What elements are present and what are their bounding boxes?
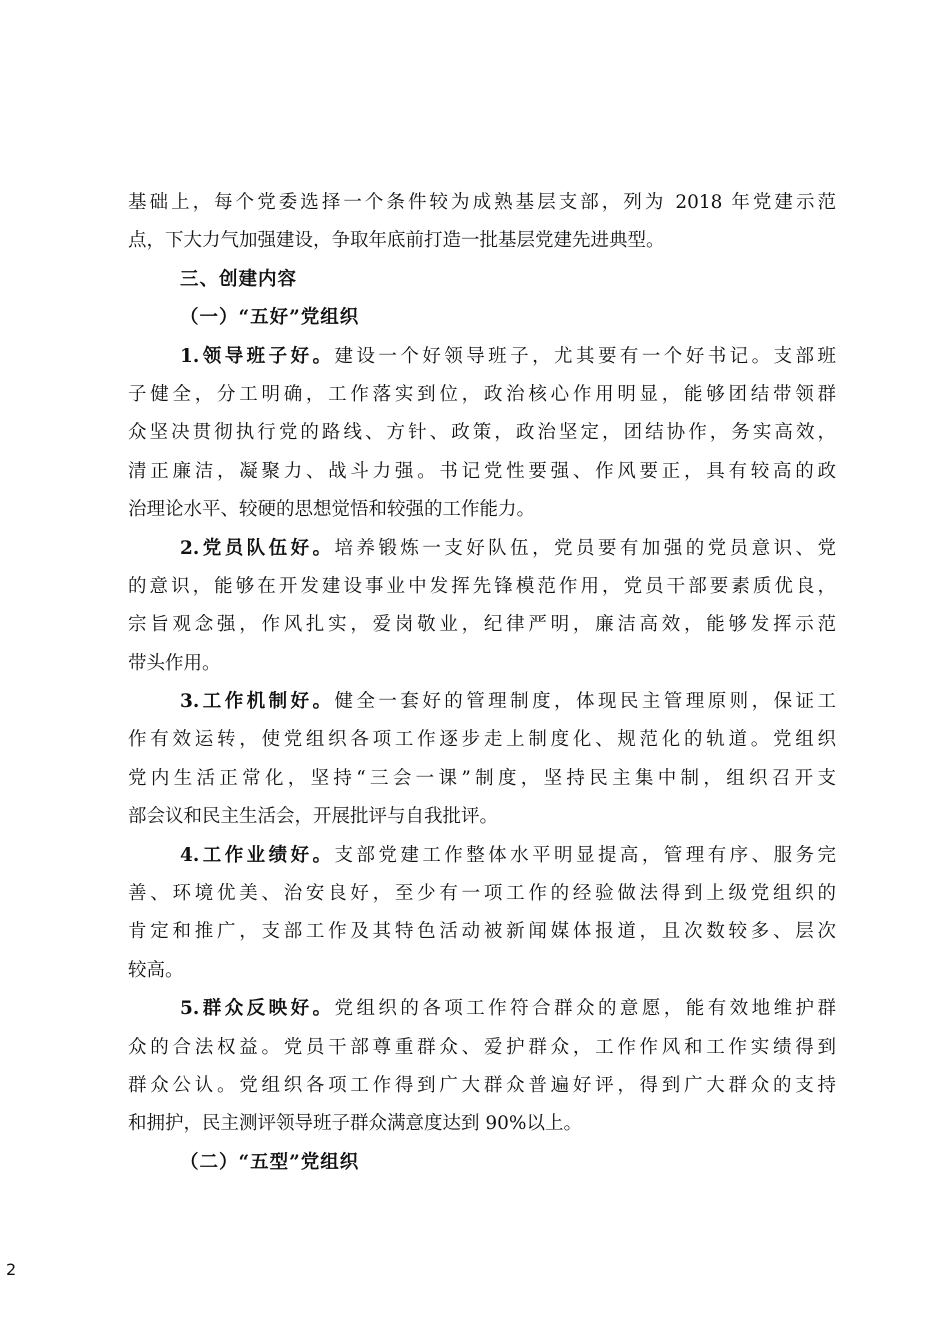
item-text: 培养锻炼一支好队伍，党员要有加强的党员意识、党 (334, 537, 836, 559)
section-heading: 三、创建内容 (180, 268, 298, 290)
paragraph-line: 善、环境优美、治安良好，至少有一项工作的经验做法得到上级党组织的 (128, 883, 836, 905)
item-text: 健全一套好的管理制度，体现民主管理原则，保证工 (334, 691, 836, 713)
paragraph-line: 带头作用。 (128, 652, 221, 674)
subsection-heading: （一）“五好”党组织 (180, 307, 360, 329)
paragraph-line: 治理论水平、较硬的思想觉悟和较强的工作能力。 (128, 499, 536, 521)
paragraph-line: 作有效运转，使党组织各项工作逐步走上制度化、规范化的轨道。党组织 (128, 729, 836, 751)
paragraph-line: 众坚决贯彻执行党的路线、方针、政策，政治坚定，团结协作，务实高效， (128, 422, 836, 444)
paragraph-line: 党内生活正常化，坚持“三会一课”制度，坚持民主集中制，组织召开支 (128, 767, 836, 789)
paragraph-line: 和拥护，民主测评领导班子群众满意度达到 90%以上。 (128, 1113, 583, 1135)
paragraph-line: 清正廉洁，凝聚力、战斗力强。书记党性要强、作风要正，具有较高的政 (128, 460, 836, 482)
paragraph-line: 较高。 (128, 959, 184, 981)
item-lead: 4.工作业绩好。 (180, 844, 335, 866)
list-item-first-line (128, 990, 836, 1028)
paragraph-line: 点，下大力气加强建设，争取年底前打造一批基层党建先进典型。 (128, 230, 665, 252)
item-lead: 1.领导班子好。 (180, 345, 335, 367)
subsection-heading: （二）“五型”党组织 (180, 1151, 360, 1173)
item-text: 建设一个好领导班子，尤其要有一个好书记。支部班 (334, 345, 836, 367)
paragraph-line: 肯定和推广，支部工作及其特色活动被新闻媒体报道，且次数较多、层次 (128, 921, 836, 943)
paragraph-line: 众的合法权益。党员干部尊重群众、爱护群众，工作作风和工作实绩得到 (128, 1036, 836, 1058)
list-item-first-line (128, 338, 836, 376)
paragraph-line: 宗旨观念强，作风扎实，爱岗敬业，纪律严明，廉洁高效，能够发挥示范 (128, 614, 836, 636)
item-lead: 5.群众反映好。 (180, 998, 335, 1020)
item-text: 支部党建工作整体水平明显提高，管理有序、服务完 (334, 844, 836, 866)
paragraph-line: 子健全，分工明确，工作落实到位，政治核心作用明显，能够团结带领群 (128, 383, 836, 405)
paragraph-line: 的意识，能够在开发建设事业中发挥先锋模范作用，党员干部要素质优良， (128, 575, 836, 597)
page-number: 2 (6, 1260, 17, 1279)
item-text: 党组织的各项工作符合群众的意愿，能有效地维护群 (334, 998, 836, 1020)
list-item-first-line (128, 683, 836, 721)
list-item-first-line (128, 837, 836, 875)
list-item-first-line (128, 530, 836, 568)
item-lead: 3.工作机制好。 (180, 691, 335, 713)
document-body (128, 184, 836, 1182)
paragraph-line: 部会议和民主生活会，开展批评与自我批评。 (128, 806, 499, 828)
paragraph-line: 基础上，每个党委选择一个条件较为成熟基层支部，列为 2018 年党建示范 (128, 192, 836, 213)
item-lead: 2.党员队伍好。 (180, 537, 335, 559)
paragraph-line: 群众公认。党组织各项工作得到广大群众普遍好评，得到广大群众的支持 (128, 1074, 836, 1096)
